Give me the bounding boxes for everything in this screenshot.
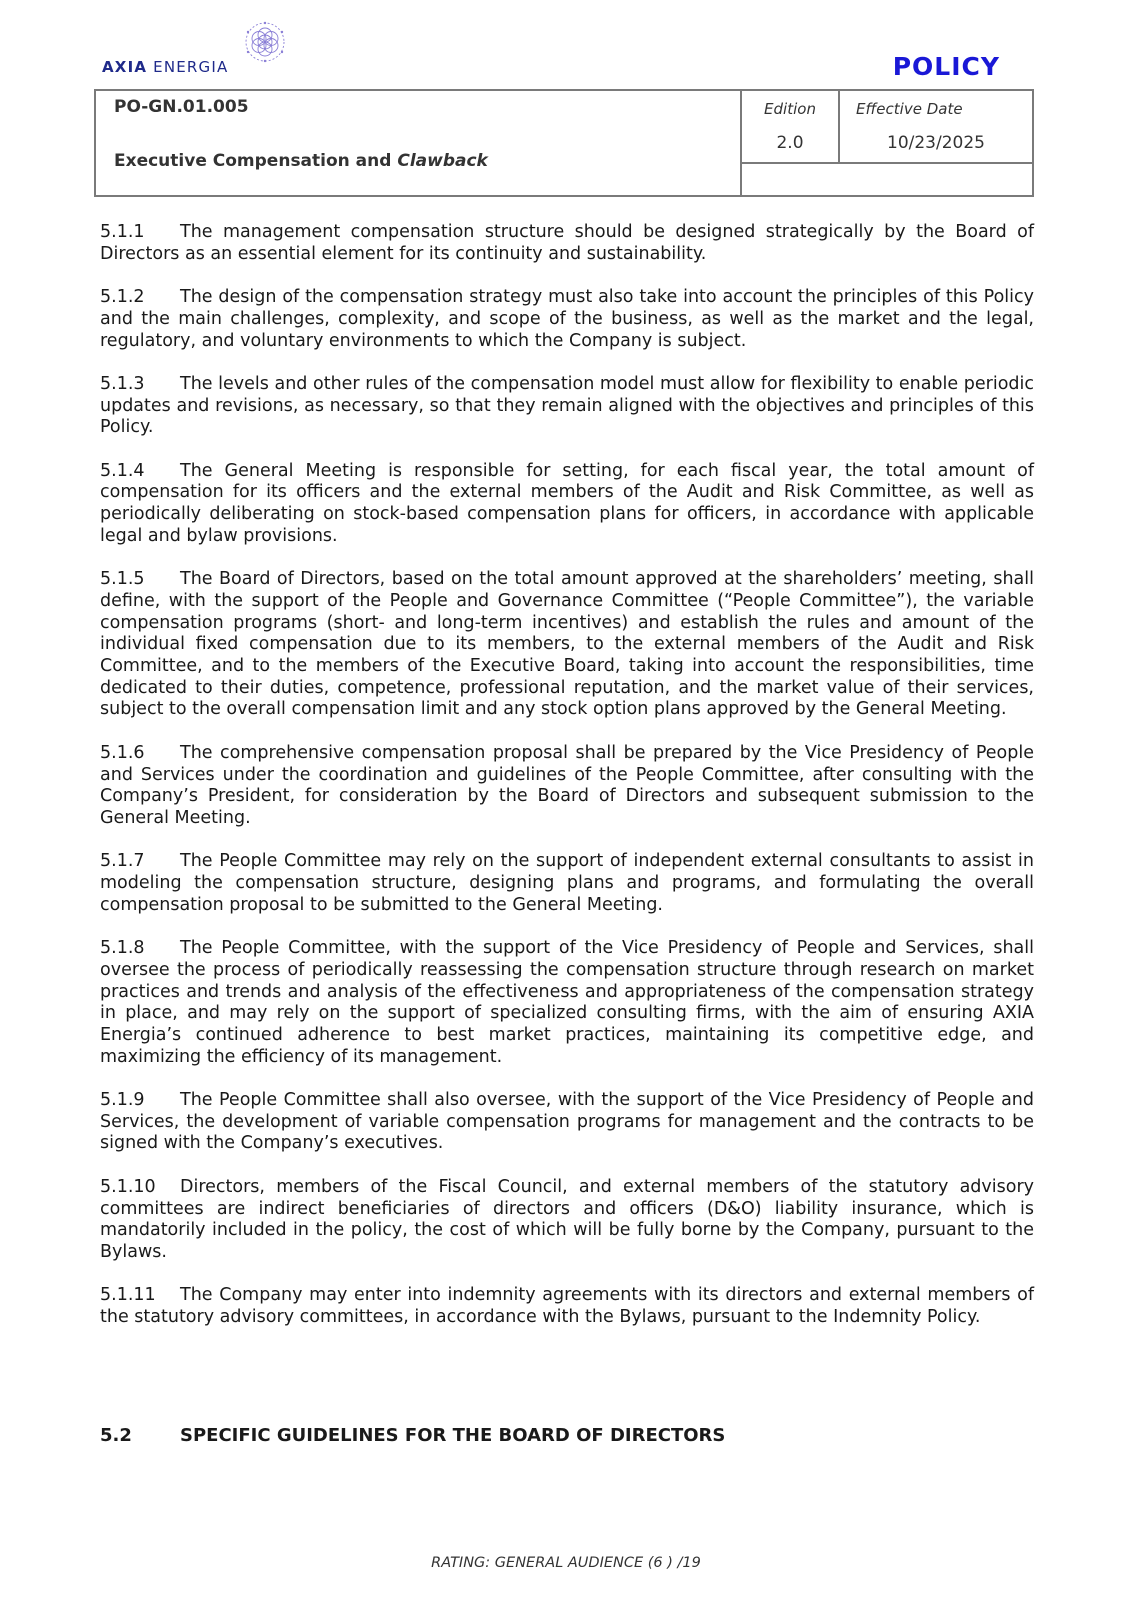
clause <box>100 1177 1034 1264</box>
document-type: POLICY <box>892 52 1000 81</box>
document-title-plain: Executive Compensation and <box>114 151 392 171</box>
clause-text: The General Meeting is responsible for setting, for each fiscal year, the total amount of compensation for its officers and the external members of the Audit and Risk Committee, as well as periodically deliberating on stock-based compensation plans for officers, in accordance with applicable legal and bylaw provisions. <box>100 460 1034 546</box>
clause-text: Directors, members of the Fiscal Council, and external members of the statutory advisory committees are indirect beneficiaries of directors and officers (D&O) liability insurance, which is mandatorily included in the policy, the cost of which will be fully borne by the Company, pursuant to the Bylaws. <box>100 1176 1034 1262</box>
clause-text: The People Committee, with the support of the Vice Presidency of People and Services, shall oversee the process of periodically reassessing the compensation structure through research on market practices and trends and analysis of the effectiveness and appropriateness of the compensation strategy in place, and may rely on the support of specialized consulting firms, with the aim of ensuring AXIA Energia’s continued adherence to best market practices, maintaining its competitive edge, and maximizing the efficiency of its management. <box>100 938 1034 1067</box>
document-code: PO-GN.01.005 <box>114 97 249 117</box>
clause-text: The management compensation structure should be designed strategically by the Board of Directors as an essential element for its continuity and sustainability. <box>100 222 1034 264</box>
effective-date-value: 10/23/2025 <box>887 133 985 153</box>
document-title-italic: Clawback <box>397 151 488 171</box>
logo-wordmark <box>102 58 228 76</box>
clause-text: The People Committee shall also oversee, with the support of the Vice Presidency of People and Services, the development of variable compensation programs for management and the contracts to be signed with the Company’s executives. <box>100 1090 1034 1154</box>
document-header-table <box>94 89 1034 197</box>
section-title: SPECIFIC GUIDELINES FOR THE BOARD OF DIRECTORS <box>180 1425 726 1446</box>
section-number: 5.2 <box>100 1425 132 1446</box>
clause-number: 5.1.3 <box>100 373 145 394</box>
clause-number: 5.1.8 <box>100 938 145 959</box>
clause-number: 5.1.7 <box>100 851 145 872</box>
logo-brand-bold: AXIA <box>102 58 148 76</box>
clause-text: The design of the compensation strategy must also take into account the principles of this Policy and the main challenges, complexity, and scope of the business, as well as the market and the legal, regulatory, and voluntary environments to which the Company is subject. <box>100 287 1034 351</box>
clause-number: 5.1.1 <box>100 222 145 242</box>
clause-text: The comprehensive compensation proposal shall be prepared by the Vice Presidency of People and Services under the coordination and guidelines of the People Committee, after consulting with the Company’s President, for consideration by the Board of Directors and subsequent submission to the General Meeting. <box>100 742 1034 828</box>
clause-number: 5.1.6 <box>100 742 145 763</box>
clause-text: The Board of Directors, based on the total amount approved at the shareholders’ meeting, shall define, with the support of the People and Governance Committee (“People Committee”), the variable compensation programs (short- and long-term incentives) and establish the rules and amount of the individual fixed compensation due to its members, to the external members of the Audit and Risk Committee, and to the members of the Executive Board, taking into account the responsibilities, time dedicated to their duties, competence, professional reputation, and the market value of their services, subject to the overall compensation limit and any stock option plans approved by the General Meeting. <box>100 569 1034 720</box>
header-divider <box>740 162 1032 164</box>
clause-number: 5.1.2 <box>100 287 145 308</box>
clause <box>100 287 1034 352</box>
clause-text: The People Committee may rely on the support of independent external consultants to assist in modeling the compensation structure, designing plans and programs, and formulating the overall compensation proposal to be submitted to the General Meeting. <box>100 851 1034 915</box>
clause-number: 5.1.4 <box>100 460 145 481</box>
clause-number: 5.1.10 <box>100 1176 156 1197</box>
clause-number: 5.1.5 <box>100 569 145 590</box>
document-title <box>114 151 488 171</box>
clause <box>100 938 1034 1068</box>
page-footer: RATING: GENERAL AUDIENCE (6 ) /19 <box>431 1555 701 1571</box>
header-id-cell <box>96 91 740 195</box>
edition-label: Edition <box>764 100 816 118</box>
clause <box>100 851 1034 916</box>
clause-number: 5.1.11 <box>100 1285 156 1306</box>
flower-of-life-icon <box>242 20 288 64</box>
clause <box>100 461 1034 548</box>
clause-number: 5.1.9 <box>100 1090 145 1110</box>
logo-brand-rest: ENERGIA <box>153 58 229 76</box>
document-body <box>100 222 1034 1350</box>
clause <box>100 569 1034 721</box>
clause-text: The Company may enter into indemnity agreements with its directors and external members of the statutory advisory committees, in accordance with the Bylaws, pursuant to the Indemnity Policy. <box>100 1285 1034 1327</box>
clause <box>100 1090 1034 1155</box>
company-logo <box>102 20 292 80</box>
edition-value: 2.0 <box>776 133 804 153</box>
section-heading <box>100 1425 725 1446</box>
effective-date-label: Effective Date <box>856 100 963 118</box>
clause <box>100 222 1034 265</box>
clause-text: The levels and other rules of the compensation model must allow for flexibility to enable periodic updates and revisions, as necessary, so that they remain aligned with the objectives and principles of this Policy. <box>100 373 1034 438</box>
clause <box>100 1285 1034 1328</box>
clause <box>100 374 1034 439</box>
clause <box>100 743 1034 830</box>
